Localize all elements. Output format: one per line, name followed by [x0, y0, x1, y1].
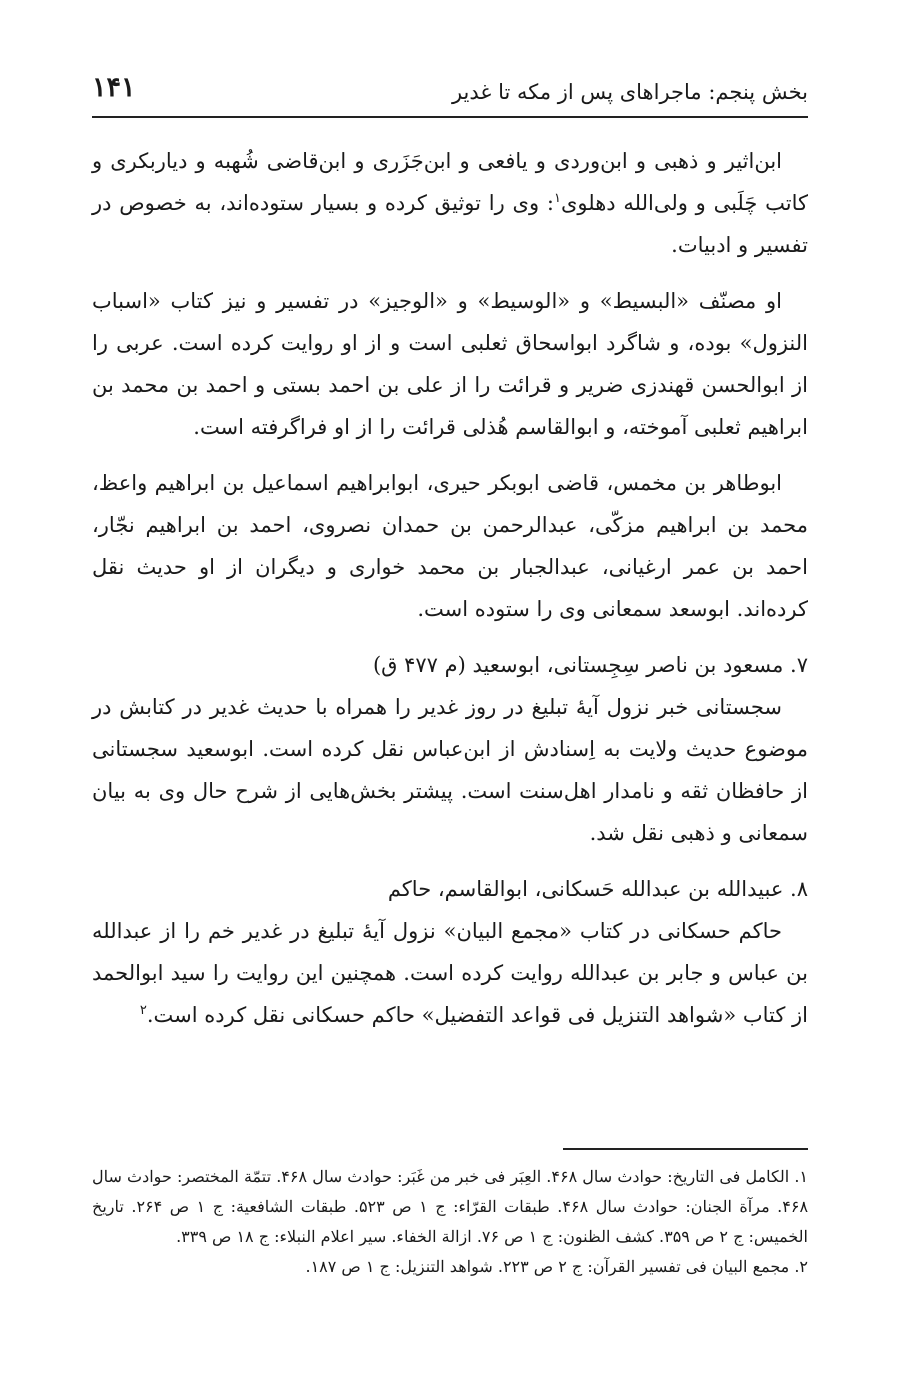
running-header [92, 66, 808, 118]
section-heading-8: ۸. عبیدالله بن عبدالله حَسکانی، ابوالقاسم، حاکم [387, 877, 808, 901]
paragraph-1-text-b: : وی را توثیق کرده و بسیار ستوده‌اند، به خصوص در تفسیر و ادبیات. [92, 191, 808, 257]
footnote-ref-2[interactable]: ۲ [139, 1003, 147, 1018]
footnote-divider [563, 1148, 808, 1150]
chapter-title: بخش پنجم: ماجراهای پس از مکه تا غدیر [451, 80, 808, 104]
paragraph-2: او مصنّف «البسیط» و «الوسیط» و «الوجیز» در تفسیر و نیز کتاب «اسباب النزول» بوده، و شاگرد ابواسحاق ثعلبی است و از او روایت کرده است. عربی را از ابوالحسن قهندزی ضریر و قرائت را از علی بن احمد بستی و احمد بن محمد بن ابراهیم ثعلبی آموخته، و ابوالقاسم هُذلی قرائت را از او فراگرفته است. [92, 289, 808, 439]
paragraph-1-text-a: ابن‌اثیر و ذهبی و ابن‌وردی و یافعی و ابن‌جَزَری و ابن‌قاضی شُهبه و دیاربکری و کاتب چَلَبی و ولی‌الله دهلوی [92, 149, 808, 215]
paragraph-4: سجستانی خبر نزول آیهٔ تبلیغ در روز غدیر را همراه با حدیث غدیر در کتابش در موضوع حدیث ولایت به اِسنادش از ابن‌عباس نقل کرده است. ابوسعید سجستانی از حافظان ثقه و نامدار اهل‌سنت است. پیشتر بخش‌هایی از شرح حال وی به بیان سمعانی و ذهبی نقل شد. [92, 695, 808, 845]
main-text [92, 140, 808, 1050]
paragraph-5-text: حاکم حسکانی در کتاب «مجمع البیان» نزول آیهٔ تبلیغ در غدیر خم را از عبدالله بن عباس و جابر بن عبدالله روایت کرده است. همچنین این روایت را سید ابوالحمد از کتاب «شواهد التنزیل فی قواعد التفضیل» حاکم حسکانی نقل کرده است. [92, 919, 808, 1027]
book-page [92, 0, 808, 1390]
section-heading-7: ۷. مسعود بن ناصر سِجِستانی، ابوسعید (م ۴۷۷ ق) [372, 653, 808, 677]
paragraph-5 [92, 910, 808, 1036]
footnote-1: ۱. الکامل فی التاریخ: حوادث سال ۴۶۸. العِبَر فی خبر من غَبَر: حوادث سال ۴۶۸. تتمّة المختصر: حوادث سال ۴۶۸. مرآة الجنان: حوادث سال ۴۶۸. طبقات القرّاء: ج ۱ ص ۵۲۳. طبقات الشافعیة: ج ۱ ص ۲۶۴. تاریخ الخمیس: ج ۲ ص ۳۵۹. کشف الظنون: ج ۱ ص ۷۶. ازالة الخفاء. سیر اعلام النبلاء: ج ۱۸ ص ۳۳۹. [92, 1167, 809, 1246]
footnote-ref-1[interactable]: ۱ [553, 191, 561, 206]
page-number: ۱۴۱ [92, 72, 136, 103]
footnote-2: ۲. مجمع البیان فی تفسیر القرآن: ج ۲ ص ۲۲۳. شواهد التنزیل: ج ۱ ص ۱۸۷. [305, 1257, 808, 1276]
paragraph-1 [92, 140, 808, 266]
paragraph-3: ابوطاهر بن مخمس، قاضی ابوبکر حیری، ابوابراهیم اسماعیل بن ابراهیم واعظ، محمد بن ابراهیم مزکّی، عبدالرحمن بن حمدان نصروی، احمد بن ابراهیم نجّار، احمد بن عمر ارغیانی، عبدالجبار بن محمد خواری و دیگران از او حدیث نقل کرده‌اند. ابوسعد سمعانی وی را ستوده است. [92, 471, 808, 621]
footnotes [92, 1162, 808, 1282]
